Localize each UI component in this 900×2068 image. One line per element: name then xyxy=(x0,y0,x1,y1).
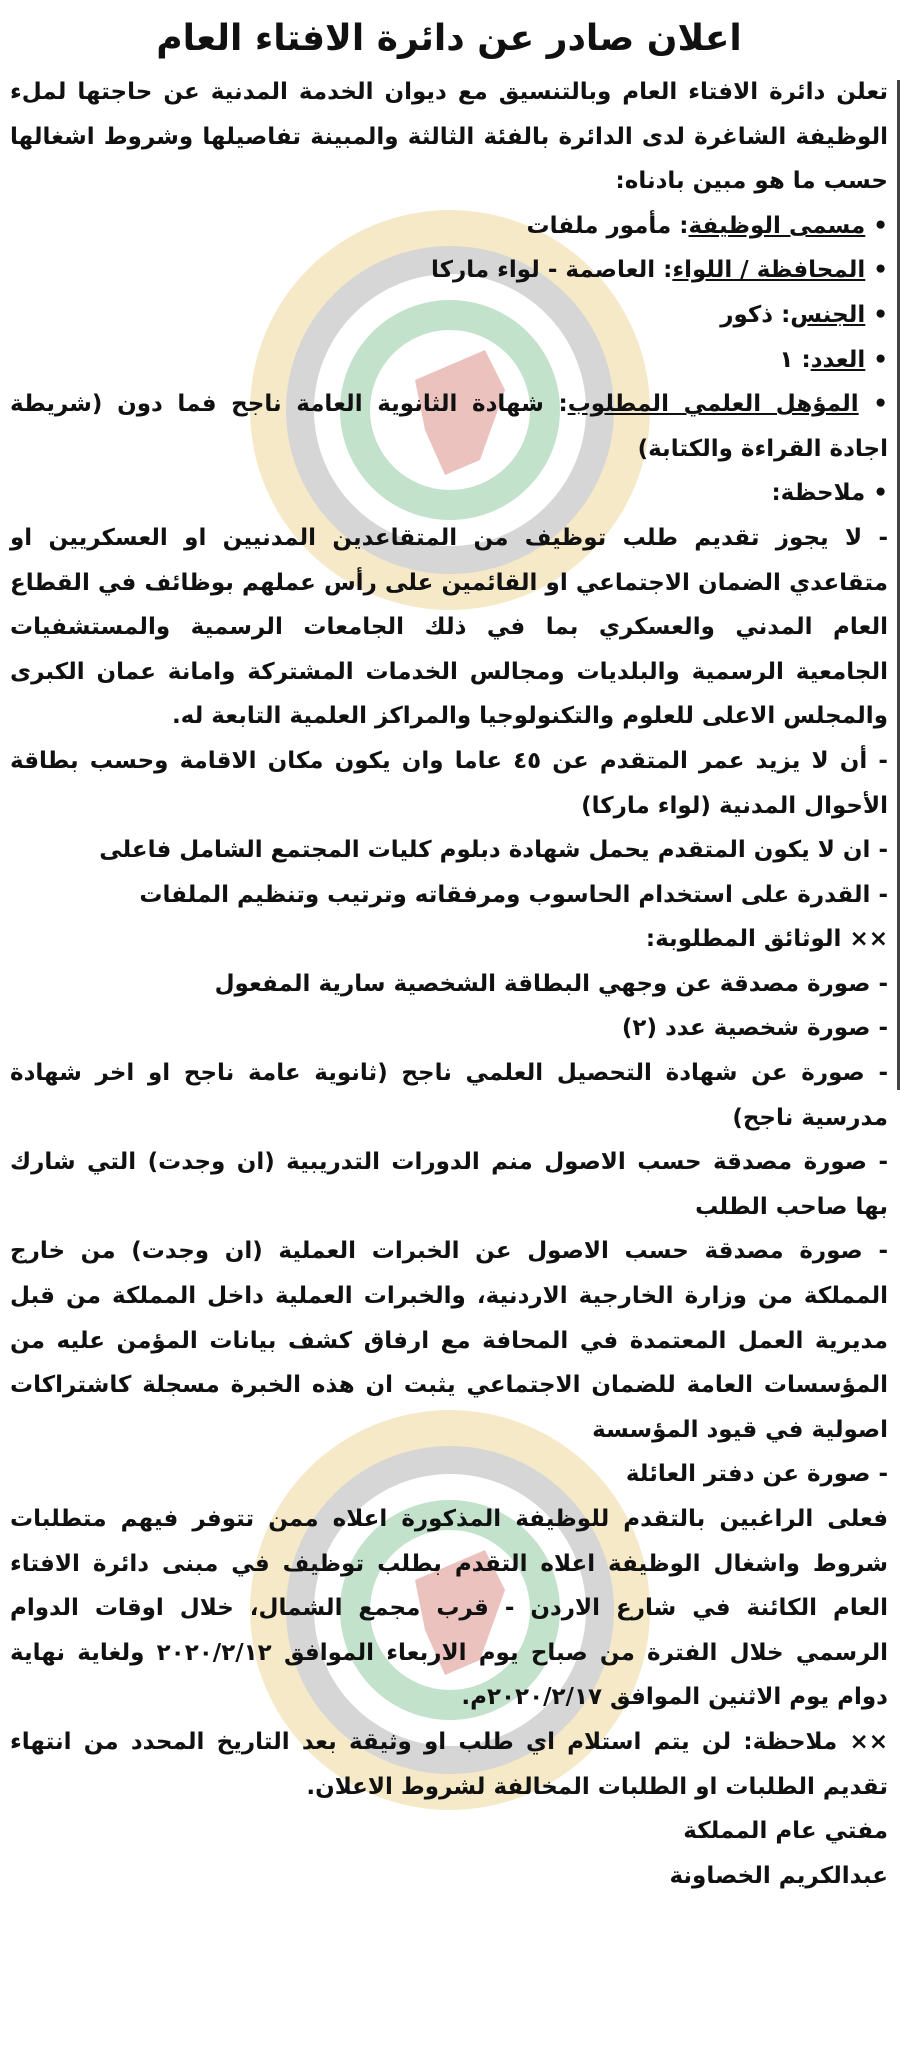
document-item: - صورة مصدقة حسب الاصول منم الدورات التدريبية (ان وجدت) التي شارك بها صاحب الطلب xyxy=(10,1140,888,1229)
detail-label: المؤهل العلمي المطلوب xyxy=(567,391,859,418)
document-item: - صورة عن دفتر العائلة xyxy=(10,1452,888,1497)
note-item: - القدرة على استخدام الحاسوب ومرفقاته وترتيب وتنظيم الملفات xyxy=(10,873,888,918)
detail-label: الجنس xyxy=(790,301,866,328)
detail-value: : ذكور xyxy=(720,301,791,328)
detail-value: : شهادة الثانوية العامة ناجح فما دون (شريطة اجادة القراءة والكتابة) xyxy=(10,391,888,462)
document-item: - صورة مصدقة حسب الاصول عن الخبرات العملية (ان وجدت) من خارج المملكة من وزارة الخارجية الاردنية، والخبرات العملية داخل المملكة من قبل مديرية العمل المعتمدة في المحافة مع ارفاق كشف بيانات المؤمن عليه من المؤسسات العامة للضمان الاجتماعي يثبت ان هذه الخبرة مسجلة كاشتراكات اصولية في قيود المؤسسة xyxy=(10,1229,888,1452)
detail-job-title xyxy=(10,204,888,249)
detail-value: : ١ xyxy=(779,346,811,373)
documents-heading: ×× الوثائق المطلوبة: xyxy=(10,917,888,962)
document-item: - صورة شخصية عدد (٢) xyxy=(10,1006,888,1051)
final-note: ×× ملاحظة: لن يتم استلام اي طلب او وثيقة بعد التاريخ المحدد من انتهاء تقديم الطلبات او الطلبات المخالفة لشروط الاعلان. xyxy=(10,1720,888,1809)
detail-label: مسمى الوظيفة xyxy=(688,212,866,239)
detail-gender xyxy=(10,293,888,338)
notes-heading: • ملاحظة: xyxy=(10,471,888,516)
detail-value: : مأمور ملفات xyxy=(526,212,689,239)
detail-governorate xyxy=(10,248,888,293)
note-item: - لا يجوز تقديم طلب توظيف من المتقاعدين المدنيين او العسكريين او متقاعدي الضمان الاجتماعي او القائمين على رأس عملهم بوظائف في القطاع العام المدني والعسكري بما في ذلك الجامعات الرسمية والمستشفيات الجامعية الرسمية والبلديات ومجالس الخدمات المشتركة وامانة عمان الكبرى والمجلس الاعلى للعلوم والتكنولوجيا والمراكز العلمية التابعة له. xyxy=(10,516,888,739)
detail-value: : العاصمة - لواء ماركا xyxy=(430,257,673,284)
signature-name: عبدالكريم الخصاونة xyxy=(669,1862,888,1889)
note-item: - أن لا يزيد عمر المتقدم عن ٤٥ عاما وان يكون مكان الاقامة وحسب بطاقة الأحوال المدنية (لواء ماركا) xyxy=(10,739,888,828)
detail-label: العدد xyxy=(810,346,866,373)
intro-paragraph: تعلن دائرة الافتاء العام وبالتنسيق مع ديوان الخدمة المدنية عن حاجتها لملء الوظيفة الشاغرة لدى الدائرة بالفئة الثالثة والمبينة تفاصيلها وشروط اشغالها حسب ما هو مبين بادناه: xyxy=(10,79,888,195)
announcement-document xyxy=(10,8,888,1898)
announcement-title: اعلان صادر عن دائرة الافتاء العام xyxy=(156,18,742,59)
document-item: - صورة عن شهادة التحصيل العلمي ناجح (ثانوية عامة ناجح او اخر شهادة مدرسية ناجح) xyxy=(10,1051,888,1140)
detail-count xyxy=(10,338,888,383)
signature-position: مفتي عام المملكة xyxy=(683,1818,888,1845)
document-item: - صورة مصدقة عن وجهي البطاقة الشخصية سارية المفعول xyxy=(10,962,888,1007)
note-item: - ان لا يكون المتقدم يحمل شهادة دبلوم كليات المجتمع الشامل فاعلى xyxy=(10,828,888,873)
closing-paragraph: فعلى الراغبين بالتقدم للوظيفة المذكورة اعلاه ممن تتوفر فيهم متطلبات شروط واشغال الوظيفة اعلاه التقدم بطلب توظيف في مبنى دائرة الافتاء العام الكائنة في شارع الاردن - قرب مجمع الشمال، خلال اوقات الدوام الرسمي خلال الفترة من صباح يوم الاربعاء الموافق ٢٠٢٠/٢/١٢ ولغاية نهاية دوام يوم الاثنين الموافق ٢٠٢٠/٢/١٧م. xyxy=(10,1506,888,1711)
detail-qualification xyxy=(10,382,888,471)
detail-label: المحافظة / اللواء xyxy=(672,257,866,284)
